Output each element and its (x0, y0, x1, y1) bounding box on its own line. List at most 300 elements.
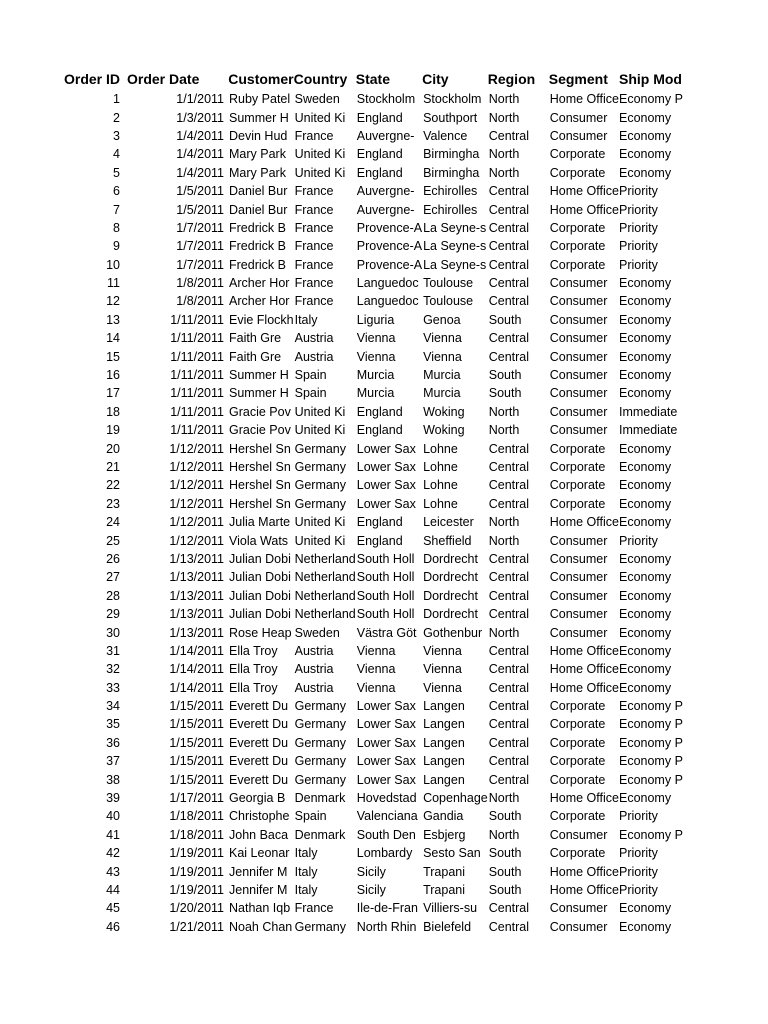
order-date-cell[interactable]: 1/15/2011 (169, 772, 224, 787)
region-cell[interactable]: Central (488, 717, 530, 732)
order-date-cell[interactable]: 1/20/2011 (169, 901, 224, 916)
segment-cell[interactable]: Corporate (549, 147, 606, 162)
ship-mode-cell[interactable]: Economy (618, 551, 672, 566)
customer-cell[interactable]: John Baca (229, 827, 289, 842)
country-cell[interactable]: Austria (294, 349, 334, 364)
order-id-cell[interactable]: 46 (106, 919, 120, 934)
ship-mode-cell[interactable]: Priority (618, 202, 658, 217)
order-id-cell[interactable]: 43 (106, 864, 120, 879)
city-cell[interactable]: Copenhage (423, 791, 488, 806)
segment-cell[interactable]: Corporate (549, 754, 606, 769)
state-cell[interactable]: Languedoc (356, 276, 419, 291)
country-cell[interactable]: United Ki (294, 165, 346, 180)
order-date-cell[interactable]: 1/11/2011 (170, 312, 224, 327)
state-cell[interactable]: Lower Sax (356, 699, 416, 714)
customer-cell[interactable]: Faith Gre (229, 349, 282, 364)
order-id-cell[interactable]: 11 (107, 276, 120, 291)
segment-cell[interactable]: Home Office (549, 92, 619, 107)
country-cell[interactable]: Sweden (294, 625, 340, 640)
region-cell[interactable]: Central (488, 220, 530, 235)
region-cell[interactable]: Central (488, 441, 530, 456)
segment-cell[interactable]: Consumer (549, 128, 608, 143)
header-order-date[interactable]: Order Date (127, 70, 200, 87)
order-id-cell[interactable]: 5 (113, 165, 120, 180)
city-cell[interactable]: Toulouse (423, 276, 474, 291)
country-cell[interactable]: France (294, 276, 334, 291)
customer-cell[interactable]: Evie Flockh (229, 312, 294, 327)
state-cell[interactable]: Sicily (356, 864, 386, 879)
city-cell[interactable]: Vienna (423, 680, 462, 695)
region-cell[interactable]: Central (488, 570, 530, 585)
order-date-cell[interactable]: 1/19/2011 (169, 846, 224, 861)
order-id-cell[interactable]: 22 (106, 478, 120, 493)
order-date-cell[interactable]: 1/11/2011 (170, 331, 224, 346)
segment-cell[interactable]: Consumer (549, 110, 608, 125)
city-cell[interactable]: Dordrecht (423, 588, 478, 603)
segment-cell[interactable]: Home Office (549, 680, 619, 695)
customer-cell[interactable]: Hershel Sn (229, 460, 291, 474)
state-cell[interactable]: Auvergne- (356, 128, 415, 143)
order-id-cell[interactable]: 30 (106, 625, 120, 640)
region-cell[interactable]: Central (488, 239, 530, 254)
order-id-cell[interactable]: 29 (106, 607, 120, 622)
ship-mode-cell[interactable]: Economy (618, 588, 672, 603)
state-cell[interactable]: Auvergne- (356, 202, 415, 217)
order-id-cell[interactable]: 37 (106, 754, 120, 769)
region-cell[interactable]: Central (488, 607, 530, 622)
city-cell[interactable]: La Seyne-s (423, 257, 487, 272)
customer-cell[interactable]: Rose Heap (229, 625, 292, 640)
customer-cell[interactable]: Jennifer M (229, 864, 288, 879)
order-id-cell[interactable]: 41 (106, 827, 120, 842)
city-cell[interactable]: Esbjerg (423, 827, 466, 842)
country-cell[interactable]: Denmark (294, 827, 346, 842)
ship-mode-cell[interactable]: Economy P (618, 827, 683, 842)
customer-cell[interactable]: Everett Du (229, 754, 289, 769)
customer-cell[interactable]: Mary Park (229, 165, 286, 180)
order-id-cell[interactable]: 6 (113, 184, 120, 199)
order-date-cell[interactable]: 1/19/2011 (169, 882, 224, 897)
ship-mode-cell[interactable]: Economy (618, 515, 672, 530)
segment-cell[interactable]: Consumer (549, 588, 608, 603)
city-cell[interactable]: Lohne (423, 478, 458, 493)
segment-cell[interactable]: Corporate (549, 496, 606, 511)
segment-cell[interactable]: Consumer (549, 607, 608, 622)
order-date-cell[interactable]: 1/15/2011 (169, 735, 224, 750)
order-date-cell[interactable]: 1/13/2011 (169, 570, 224, 585)
order-id-cell[interactable]: 18 (106, 404, 120, 419)
city-cell[interactable]: Sesto San (423, 846, 481, 861)
order-date-cell[interactable]: 1/19/2011 (169, 864, 224, 879)
country-cell[interactable]: Netherland (294, 551, 356, 566)
state-cell[interactable]: Lombardy (356, 846, 413, 861)
ship-mode-cell[interactable]: Economy (618, 643, 672, 658)
region-cell[interactable]: South (488, 809, 522, 824)
order-id-cell[interactable]: 1 (113, 92, 120, 107)
region-cell[interactable]: Central (488, 588, 530, 603)
ship-mode-cell[interactable]: Economy (618, 570, 672, 585)
ship-mode-cell[interactable]: Priority (618, 864, 658, 879)
country-cell[interactable]: France (294, 220, 334, 235)
order-date-cell[interactable]: 1/13/2011 (169, 551, 224, 566)
customer-cell[interactable]: Fredrick B (229, 239, 286, 254)
order-date-cell[interactable]: 1/4/2011 (176, 128, 224, 143)
order-id-cell[interactable]: 14 (106, 331, 120, 346)
country-cell[interactable]: United Ki (294, 404, 346, 419)
region-cell[interactable]: Central (488, 901, 530, 916)
order-id-cell[interactable]: 13 (106, 312, 120, 327)
order-id-cell[interactable]: 19 (106, 423, 120, 438)
order-date-cell[interactable]: 1/12/2011 (169, 515, 224, 530)
segment-cell[interactable]: Consumer (549, 423, 608, 438)
ship-mode-cell[interactable]: Economy (618, 368, 672, 383)
region-cell[interactable]: North (488, 533, 520, 548)
country-cell[interactable]: United Ki (294, 515, 346, 530)
country-cell[interactable]: Germany (294, 699, 347, 714)
region-cell[interactable]: North (488, 404, 520, 419)
city-cell[interactable]: Woking (423, 404, 465, 419)
customer-cell[interactable]: Hershel Sn (229, 441, 291, 456)
customer-cell[interactable]: Noah Chan (229, 919, 293, 934)
order-id-cell[interactable]: 17 (106, 386, 120, 401)
order-id-cell[interactable]: 35 (106, 717, 120, 732)
ship-mode-cell[interactable]: Economy (618, 276, 672, 291)
segment-cell[interactable]: Consumer (549, 533, 608, 548)
country-cell[interactable]: France (294, 901, 334, 916)
region-cell[interactable]: Central (488, 128, 530, 143)
city-cell[interactable]: Gothenbur (423, 625, 483, 640)
city-cell[interactable]: Villiers-su (423, 901, 478, 916)
customer-cell[interactable]: Faith Gre (229, 331, 282, 346)
segment-cell[interactable]: Home Office (549, 184, 619, 199)
region-cell[interactable]: North (488, 110, 520, 125)
country-cell[interactable]: France (294, 239, 334, 254)
country-cell[interactable]: France (294, 128, 334, 143)
customer-cell[interactable]: Archer Hor (229, 276, 290, 291)
order-date-cell[interactable]: 1/4/2011 (176, 147, 224, 162)
header-region[interactable]: Region (487, 70, 536, 87)
order-date-cell[interactable]: 1/12/2011 (169, 441, 224, 456)
state-cell[interactable]: Lower Sax (356, 460, 416, 474)
city-cell[interactable]: La Seyne-s (423, 220, 487, 235)
segment-cell[interactable]: Corporate (549, 772, 606, 787)
customer-cell[interactable]: Everett Du (229, 699, 289, 714)
ship-mode-cell[interactable]: Economy P (618, 92, 683, 107)
city-cell[interactable]: Echirolles (423, 184, 478, 199)
order-id-cell[interactable]: 8 (113, 220, 120, 235)
state-cell[interactable]: South Holl (356, 607, 415, 622)
state-cell[interactable]: Vienna (356, 349, 396, 364)
customer-cell[interactable]: Daniel Bur (229, 202, 288, 217)
country-cell[interactable]: Netherland (294, 570, 356, 585)
region-cell[interactable]: Central (488, 496, 530, 511)
segment-cell[interactable]: Corporate (549, 699, 606, 714)
customer-cell[interactable]: Julia Marte (229, 515, 291, 530)
ship-mode-cell[interactable]: Economy (618, 662, 672, 677)
ship-mode-cell[interactable]: Economy (618, 496, 672, 511)
customer-cell[interactable]: Devin Hud (229, 128, 288, 143)
city-cell[interactable]: La Seyne-s (423, 239, 487, 254)
order-id-cell[interactable]: 4 (113, 147, 120, 162)
order-date-cell[interactable]: 1/14/2011 (169, 662, 224, 677)
city-cell[interactable]: Langen (423, 772, 465, 787)
order-date-cell[interactable]: 1/11/2011 (170, 349, 224, 364)
segment-cell[interactable]: Consumer (549, 901, 608, 916)
segment-cell[interactable]: Corporate (549, 846, 606, 861)
order-date-cell[interactable]: 1/5/2011 (176, 184, 224, 199)
order-id-cell[interactable]: 27 (106, 570, 120, 585)
city-cell[interactable]: Echirolles (423, 202, 478, 217)
country-cell[interactable]: Germany (294, 772, 347, 787)
city-cell[interactable]: Lohne (423, 496, 458, 511)
order-date-cell[interactable]: 1/18/2011 (169, 809, 224, 824)
order-date-cell[interactable]: 1/15/2011 (169, 717, 224, 732)
ship-mode-cell[interactable]: Priority (618, 239, 658, 254)
customer-cell[interactable]: Ruby Patel (229, 92, 291, 107)
ship-mode-cell[interactable]: Priority (618, 184, 658, 199)
order-date-cell[interactable]: 1/14/2011 (169, 680, 224, 695)
region-cell[interactable]: Central (488, 276, 530, 291)
city-cell[interactable]: Trapani (423, 882, 465, 897)
order-id-cell[interactable]: 20 (106, 441, 120, 456)
segment-cell[interactable]: Home Office (549, 882, 619, 897)
segment-cell[interactable]: Consumer (549, 368, 608, 383)
ship-mode-cell[interactable]: Economy (618, 312, 672, 327)
region-cell[interactable]: South (488, 312, 522, 327)
order-id-cell[interactable]: 44 (106, 882, 120, 897)
country-cell[interactable]: Italy (294, 312, 318, 327)
state-cell[interactable]: Lower Sax (356, 735, 416, 750)
country-cell[interactable]: Netherland (294, 607, 356, 622)
order-id-cell[interactable]: 33 (106, 680, 120, 695)
ship-mode-cell[interactable]: Economy (618, 919, 672, 934)
country-cell[interactable]: Netherland (294, 588, 356, 603)
state-cell[interactable]: Västra Göt (356, 625, 417, 640)
city-cell[interactable]: Vienna (423, 662, 462, 677)
state-cell[interactable]: Vienna (356, 331, 396, 346)
customer-cell[interactable]: Summer H (229, 110, 289, 125)
country-cell[interactable]: Germany (294, 441, 347, 456)
customer-cell[interactable]: Julian Dobi (229, 607, 291, 622)
city-cell[interactable]: Sheffield (423, 533, 472, 548)
country-cell[interactable]: Denmark (294, 791, 346, 806)
region-cell[interactable]: Central (488, 735, 530, 750)
ship-mode-cell[interactable]: Economy (618, 128, 672, 143)
segment-cell[interactable]: Consumer (549, 570, 608, 585)
order-id-cell[interactable]: 10 (106, 257, 120, 272)
header-city[interactable]: City (422, 70, 449, 87)
order-date-cell[interactable]: 1/12/2011 (169, 533, 224, 548)
state-cell[interactable]: Lower Sax (356, 717, 416, 732)
state-cell[interactable]: England (356, 423, 403, 438)
country-cell[interactable]: Italy (294, 846, 318, 861)
customer-cell[interactable]: Everett Du (229, 772, 289, 787)
order-date-cell[interactable]: 1/11/2011 (170, 368, 224, 383)
segment-cell[interactable]: Consumer (549, 404, 608, 419)
order-id-cell[interactable]: 15 (106, 349, 120, 364)
region-cell[interactable]: Central (488, 331, 530, 346)
order-date-cell[interactable]: 1/21/2011 (169, 919, 224, 934)
region-cell[interactable]: North (488, 147, 520, 162)
order-date-cell[interactable]: 1/13/2011 (169, 607, 224, 622)
region-cell[interactable]: North (488, 92, 520, 107)
region-cell[interactable]: Central (488, 772, 530, 787)
order-date-cell[interactable]: 1/3/2011 (176, 110, 224, 125)
region-cell[interactable]: Central (488, 478, 530, 493)
order-id-cell[interactable]: 3 (113, 128, 120, 143)
ship-mode-cell[interactable]: Priority (618, 882, 658, 897)
ship-mode-cell[interactable]: Economy (618, 460, 672, 474)
city-cell[interactable]: Southport (423, 110, 478, 125)
customer-cell[interactable]: Gracie Pov (229, 404, 291, 419)
segment-cell[interactable]: Consumer (549, 386, 608, 401)
ship-mode-cell[interactable]: Priority (618, 220, 658, 235)
customer-cell[interactable]: Fredrick B (229, 220, 286, 235)
order-date-cell[interactable]: 1/15/2011 (169, 699, 224, 714)
country-cell[interactable]: Germany (294, 460, 347, 474)
segment-cell[interactable]: Consumer (549, 551, 608, 566)
order-id-cell[interactable]: 40 (106, 809, 120, 824)
region-cell[interactable]: North (488, 625, 520, 640)
city-cell[interactable]: Stockholm (423, 92, 482, 107)
country-cell[interactable]: Austria (294, 331, 334, 346)
order-id-cell[interactable]: 2 (113, 110, 120, 125)
customer-cell[interactable]: Archer Hor (229, 294, 290, 309)
region-cell[interactable]: North (488, 165, 520, 180)
ship-mode-cell[interactable]: Economy P (618, 754, 683, 769)
customer-cell[interactable]: Jennifer M (229, 882, 288, 897)
order-date-cell[interactable]: 1/11/2011 (170, 404, 224, 419)
ship-mode-cell[interactable]: Economy (618, 901, 672, 916)
ship-mode-cell[interactable]: Priority (618, 846, 658, 861)
order-id-cell[interactable]: 39 (106, 791, 120, 806)
order-id-cell[interactable]: 25 (106, 533, 120, 548)
state-cell[interactable]: Languedoc (356, 294, 419, 309)
state-cell[interactable]: Lower Sax (356, 754, 416, 769)
ship-mode-cell[interactable]: Priority (618, 533, 658, 548)
region-cell[interactable]: North (488, 423, 520, 438)
city-cell[interactable]: Birmingha (423, 147, 480, 162)
state-cell[interactable]: Murcia (356, 386, 395, 401)
country-cell[interactable]: United Ki (294, 533, 346, 548)
state-cell[interactable]: Liguria (356, 312, 395, 327)
customer-cell[interactable]: Hershel Sn (229, 496, 291, 511)
customer-cell[interactable]: Summer H (229, 386, 289, 401)
state-cell[interactable]: Provence-A (356, 257, 423, 272)
state-cell[interactable]: Valenciana (356, 809, 418, 824)
segment-cell[interactable]: Consumer (549, 331, 608, 346)
region-cell[interactable]: Central (488, 257, 530, 272)
header-segment[interactable]: Segment (548, 70, 608, 87)
customer-cell[interactable]: Hershel Sn (229, 478, 291, 493)
segment-cell[interactable]: Consumer (549, 312, 608, 327)
segment-cell[interactable]: Corporate (549, 460, 606, 474)
city-cell[interactable]: Bielefeld (423, 919, 472, 934)
region-cell[interactable]: Central (488, 551, 530, 566)
order-date-cell[interactable]: 1/13/2011 (169, 588, 224, 603)
ship-mode-cell[interactable]: Economy P (618, 699, 683, 714)
country-cell[interactable]: Italy (294, 864, 318, 879)
country-cell[interactable]: Germany (294, 754, 347, 769)
ship-mode-cell[interactable]: Economy (618, 478, 672, 493)
country-cell[interactable]: United Ki (294, 423, 346, 438)
ship-mode-cell[interactable]: Economy P (618, 772, 683, 787)
order-id-cell[interactable]: 28 (106, 588, 120, 603)
ship-mode-cell[interactable]: Economy P (618, 717, 683, 732)
ship-mode-cell[interactable]: Priority (618, 257, 658, 272)
ship-mode-cell[interactable]: Economy (618, 294, 672, 309)
order-id-cell[interactable]: 7 (113, 202, 120, 217)
order-date-cell[interactable]: 1/14/2011 (169, 643, 224, 658)
segment-cell[interactable]: Corporate (549, 165, 606, 180)
city-cell[interactable]: Langen (423, 717, 465, 732)
state-cell[interactable]: England (356, 404, 403, 419)
ship-mode-cell[interactable]: Priority (618, 809, 658, 824)
customer-cell[interactable]: Ella Troy (229, 662, 278, 677)
header-country[interactable]: Country (293, 70, 348, 87)
city-cell[interactable]: Vienna (423, 643, 462, 658)
customer-cell[interactable]: Summer H (229, 368, 289, 383)
city-cell[interactable]: Dordrecht (423, 570, 478, 585)
state-cell[interactable]: North Rhin (356, 919, 417, 934)
customer-cell[interactable]: Everett Du (229, 735, 289, 750)
region-cell[interactable]: North (488, 515, 520, 530)
ship-mode-cell[interactable]: Economy (618, 386, 672, 401)
state-cell[interactable]: Stockholm (356, 92, 416, 107)
ship-mode-cell[interactable]: Economy (618, 680, 672, 695)
header-customer[interactable]: Customer (228, 70, 294, 87)
ship-mode-cell[interactable]: Economy (618, 147, 672, 162)
customer-cell[interactable]: Gracie Pov (229, 423, 291, 438)
segment-cell[interactable]: Home Office (549, 864, 619, 879)
order-date-cell[interactable]: 1/13/2011 (169, 625, 224, 640)
state-cell[interactable]: Lower Sax (356, 441, 416, 456)
city-cell[interactable]: Lohne (423, 460, 458, 474)
country-cell[interactable]: Spain (294, 386, 327, 401)
city-cell[interactable]: Vienna (423, 349, 462, 364)
ship-mode-cell[interactable]: Immediate (618, 404, 678, 419)
state-cell[interactable]: Vienna (356, 662, 396, 677)
order-id-cell[interactable]: 21 (106, 460, 120, 474)
ship-mode-cell[interactable]: Economy P (618, 735, 683, 750)
city-cell[interactable]: Birmingha (423, 165, 480, 180)
order-date-cell[interactable]: 1/12/2011 (169, 460, 224, 474)
state-cell[interactable]: Auvergne- (356, 184, 415, 199)
customer-cell[interactable]: Everett Du (229, 717, 289, 732)
region-cell[interactable]: South (488, 846, 522, 861)
country-cell[interactable]: Germany (294, 478, 347, 493)
country-cell[interactable]: Austria (294, 662, 334, 677)
segment-cell[interactable]: Consumer (549, 827, 608, 842)
customer-cell[interactable]: Julian Dobi (229, 570, 291, 585)
state-cell[interactable]: England (356, 515, 403, 530)
customer-cell[interactable]: Georgia B (229, 791, 286, 806)
state-cell[interactable]: Provence-A (356, 239, 423, 254)
state-cell[interactable]: Sicily (356, 882, 386, 897)
state-cell[interactable]: South Holl (356, 588, 415, 603)
region-cell[interactable]: Central (488, 202, 530, 217)
ship-mode-cell[interactable]: Economy (618, 165, 672, 180)
city-cell[interactable]: Dordrecht (423, 607, 478, 622)
segment-cell[interactable]: Home Office (549, 202, 619, 217)
customer-cell[interactable]: Mary Park (229, 147, 286, 162)
segment-cell[interactable]: Corporate (549, 717, 606, 732)
country-cell[interactable]: Austria (294, 643, 334, 658)
segment-cell[interactable]: Consumer (549, 349, 608, 364)
state-cell[interactable]: South Holl (356, 551, 415, 566)
segment-cell[interactable]: Consumer (549, 625, 608, 640)
city-cell[interactable]: Lohne (423, 441, 458, 456)
